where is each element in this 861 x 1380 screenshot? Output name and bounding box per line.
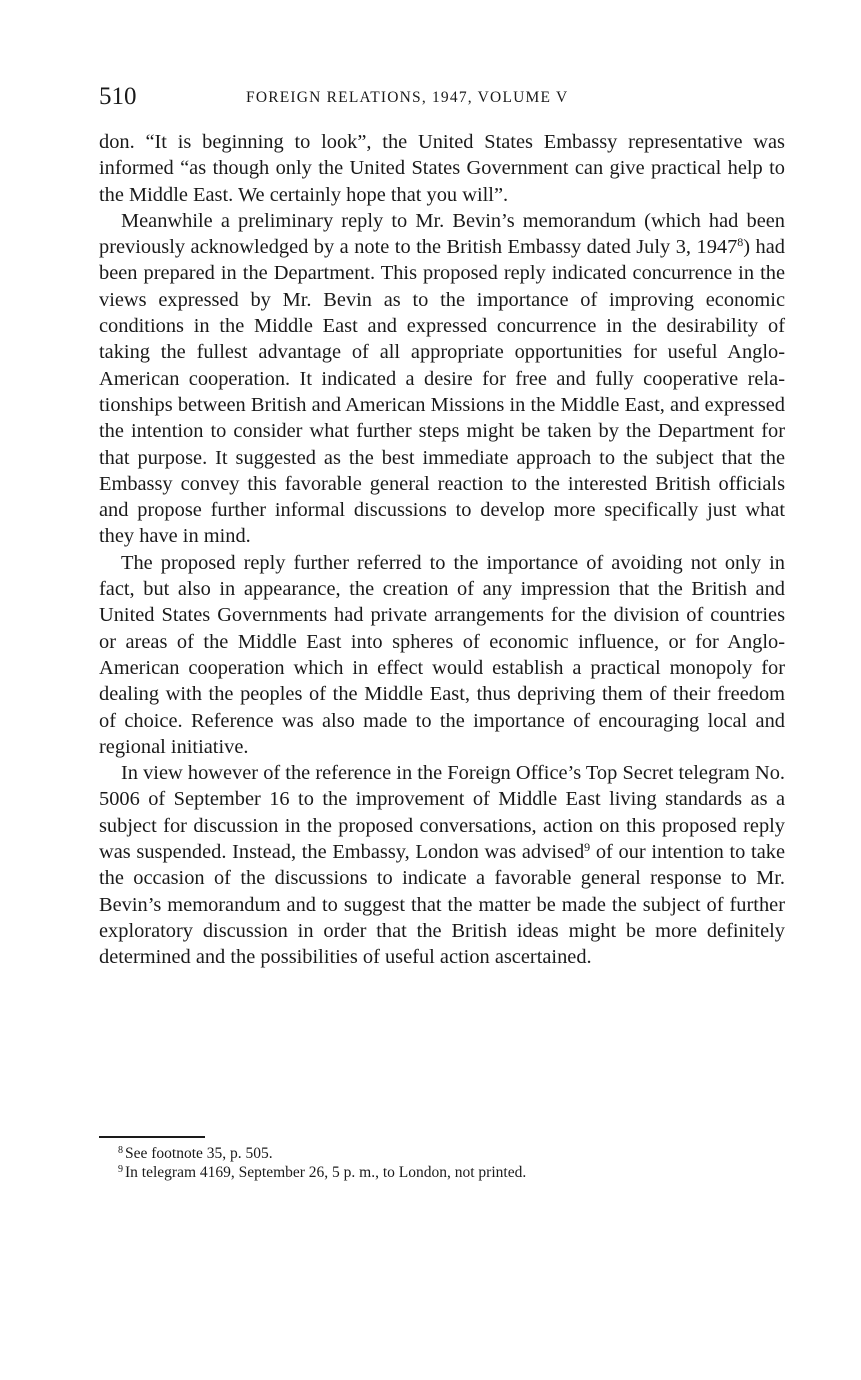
footnotes <box>118 1144 785 1182</box>
paragraph-text: of our intention to take the occasion of the discussions to indicate a favorable general response to Mr. Bevin’s memorandum and to suggest that the matter be made the subject of further exploratory discussion in order that the British ideas might be more definitely determined and the possibilities of useful action ascertained. <box>99 841 785 969</box>
paragraph-text: In view however of the reference in the Foreign Office’s Top Secret telegram No. 5006 of September 16 to the improvement of Middle East living standards as a subject for discussion in the proposed conversations, action on this proposed reply was suspended. Instead, the Embassy, London was advised <box>99 762 785 864</box>
footnote-text: See footnote 35, p. 505. <box>125 1145 273 1162</box>
paragraph-text: don. “It is beginning to look”, the United States Embassy representative was informed “as though only the United States Government can give practical help to the Middle East. We certainly hope that you will”. <box>99 131 785 206</box>
footnote-reference-8[interactable]: 8 <box>737 235 744 250</box>
footnote-mark: 9 <box>118 1164 123 1175</box>
footnote-mark: 8 <box>118 1145 123 1156</box>
paragraph-avoiding-impression <box>99 550 785 760</box>
footnote-9 <box>118 1163 785 1182</box>
footnote-divider <box>99 1136 205 1138</box>
paragraph-text: The proposed reply further referred to the importance of avoiding not only in fact, but also in appearance, the creation of any impression that the British and United States Governments had private arrangements for the division of countries or areas of the Middle East into spheres of economic influence, or for Anglo-American cooperation which in effect would establish a practical monopoly for dealing with the peoples of the Middle East, thus depriving them of their freedom of choice. Reference was also made to the importance of encouraging local and regional initiative. <box>99 551 785 758</box>
paragraph-text: ) had been prepared in the Department. This proposed reply indicated concurrence in the views expressed by Mr. Bevin as to the importance of improving economic conditions in the Middle East and expressed concurrence in the desirability of taking the fullest advantage of all appropriate opportunities for useful Anglo-American cooperation. It indicated a desire for free and fully cooperative relationships between British and American Missions in the Middle East, and expressed the intention to consider what further steps might be taken by the Department for that purpose. It suggested as the best immediate approach to the subject that the Embassy convey this favorable general reaction to the interested British officials and propose further informal discussions to develop more specifically just what they have in mind. <box>99 236 785 548</box>
body-text <box>99 129 785 971</box>
footnote-reference-9[interactable]: 9 <box>584 840 591 855</box>
page-header <box>99 82 785 114</box>
paragraph-text: Meanwhile a preliminary reply to Mr. Bevin’s memorandum (which had been previously acknowledged by a note to the British Embassy dated July 3, 1947 <box>99 209 785 259</box>
paragraph-bevin-reply <box>99 208 785 550</box>
paragraph-reply-suspended <box>99 760 785 970</box>
page-number: 510 <box>99 83 137 110</box>
footnote-8 <box>118 1144 785 1163</box>
footnote-text: In telegram 4169, September 26, 5 p. m., to London, not printed. <box>125 1164 527 1181</box>
paragraph-continued <box>99 129 785 208</box>
running-head: FOREIGN RELATIONS, 1947, VOLUME V <box>246 89 569 106</box>
